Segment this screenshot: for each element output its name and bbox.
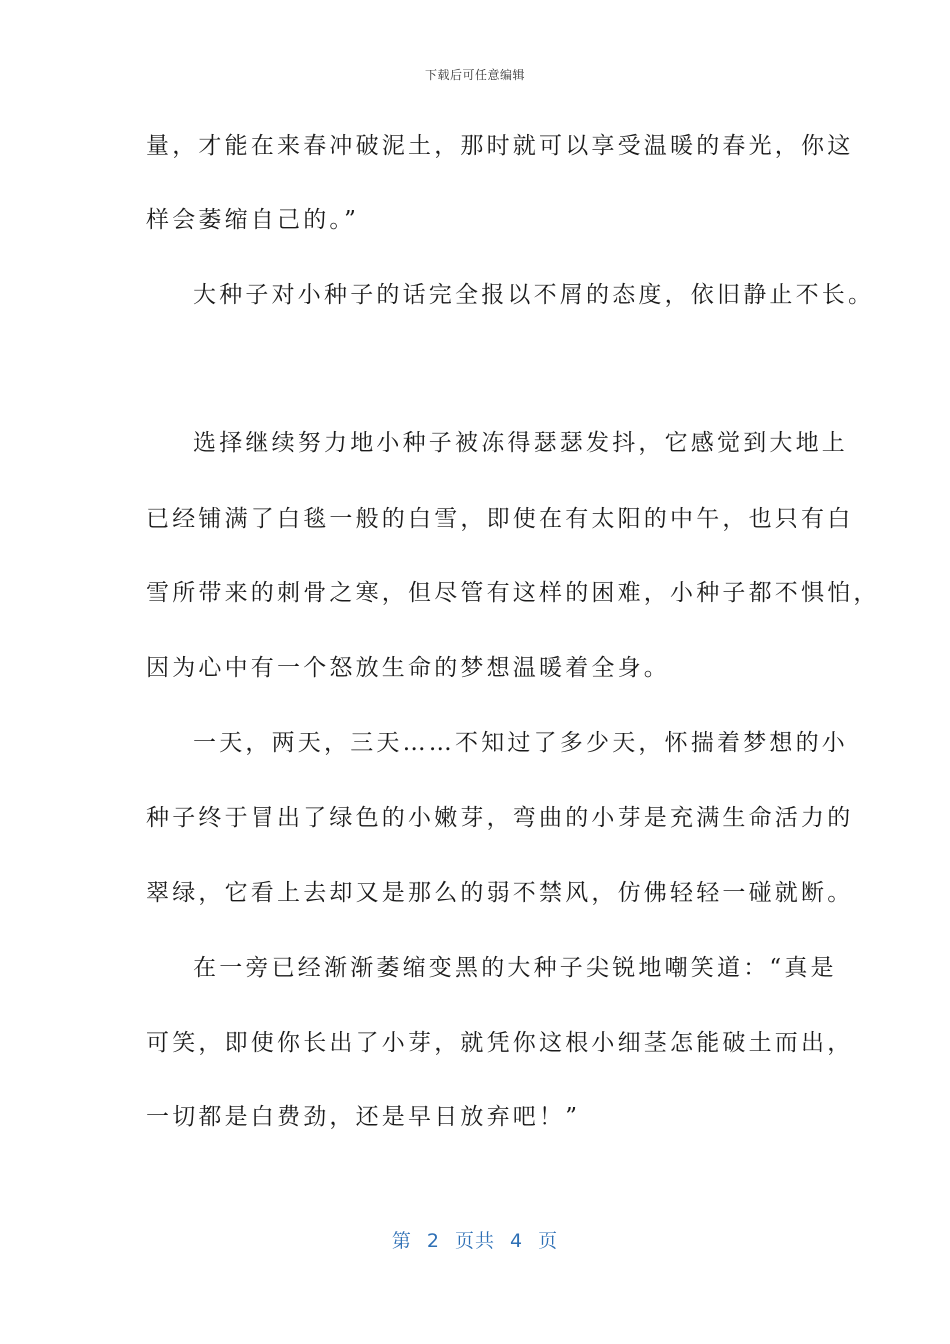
- text-line: 在一旁已经渐渐萎缩变黑的大种子尖锐地嘲笑道：“真是: [193, 955, 837, 981]
- text-line: 因为心中有一个怒放生命的梦想温暖着全身。: [146, 655, 670, 681]
- text-line: 样会萎缩自己的。”: [146, 207, 360, 233]
- text-line: 一切都是白费劲，还是早日放弃吧！”: [146, 1104, 581, 1130]
- page-header: 下载后可任意编辑: [424, 68, 525, 82]
- text-line: 翠绿，它看上去却又是那么的弱不禁风，仿佛轻轻一碰就断。: [146, 880, 854, 906]
- text-line: 大种子对小种子的话完全报以不屑的态度，依旧静止不长。: [193, 282, 875, 308]
- text-line: 一天，两天，三天……不知过了多少天，怀揣着梦想的小: [193, 730, 848, 756]
- text-line: 种子终于冒出了绿色的小嫩芽，弯曲的小芽是充满生命活力的: [146, 805, 854, 831]
- text-line: 雪所带来的刺骨之寒，但尽管有这样的困难，小种子都不惧怕，: [146, 580, 880, 606]
- text-line: 选择继续努力地小种子被冻得瑟瑟发抖，它感觉到大地上: [193, 430, 848, 456]
- text-line: 量，才能在来春冲破泥土，那时就可以享受温暖的春光，你这: [146, 133, 854, 159]
- text-line: 可笑，即使你长出了小芽，就凭你这根小细茎怎能破土而出，: [146, 1030, 854, 1056]
- page-footer: 第 2 页共 4 页: [391, 1230, 559, 1252]
- text-line: 已经铺满了白毯一般的白雪，即使在有太阳的中午，也只有白: [146, 506, 854, 532]
